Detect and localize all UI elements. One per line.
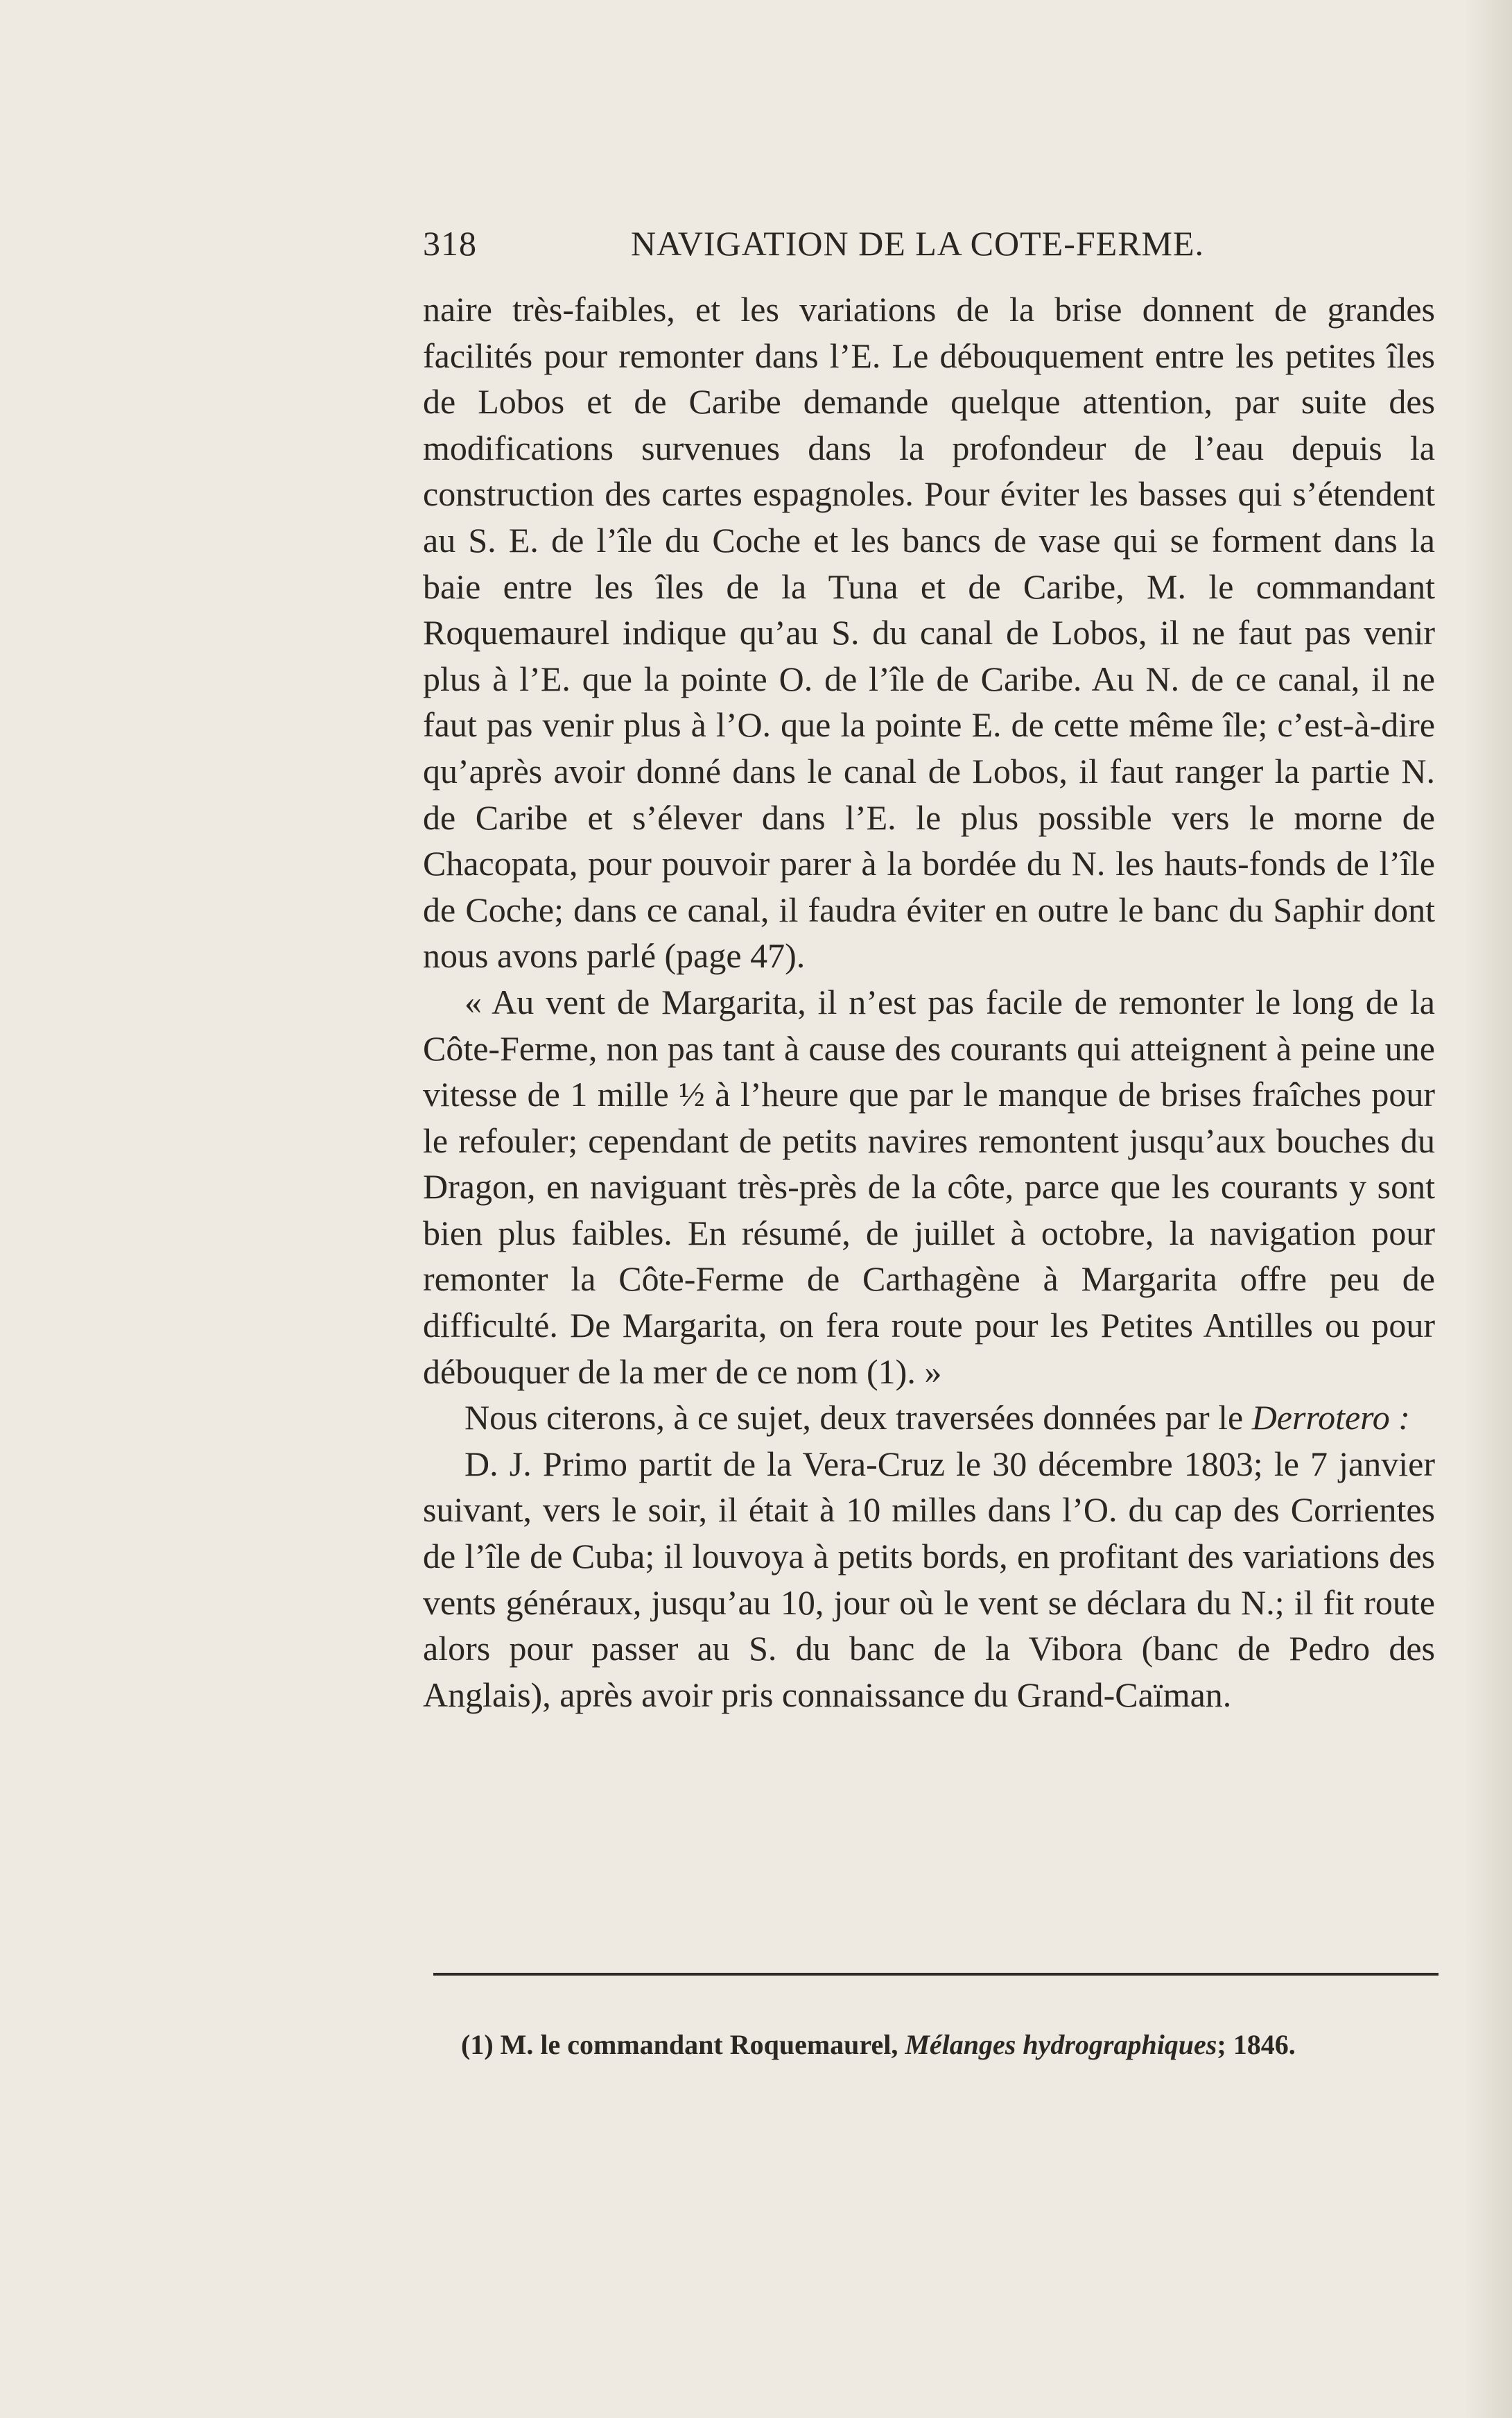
paragraph: naire très-faibles, et les variations de la brise donnent de grandes facilités pour remonter dans l’E. Le débouquement entre les petites îles de Lobos et de Caribe demande quelque attention, par suite des modifications survenues dans la profondeur de l’eau depuis la construction des cartes espagnoles. Pour éviter les basses qui s’étendent au S. E. de l’île du Coche et les bancs de vase qui se forment dans la baie entre les îles de la Tuna et de Caribe, M. le commandant Roquemaurel indique qu’au S. du canal de Lobos, il ne faut pas venir plus à l’E. que la pointe O. de l’île de Caribe. Au N. de ce canal, il ne faut pas venir plus à l’O. que la pointe E. de cette même île; c’est-à-dire qu’après avoir donné dans le canal de Lobos, il faut ranger la partie N. de Caribe et s’élever dans l’E. le plus possible vers le morne de Chacopata, pour pouvoir parer à la bordée du N. les hauts-fonds de l’île de Coche; dans ce canal, il faudra éviter en outre le banc du Saphir dont nous avons parlé (page 47). [423, 290, 1435, 976]
page-number: 318 [423, 224, 477, 263]
paragraph: « Au vent de Margarita, il n’est pas facile de remonter le long de la Côte-Ferme, non pas tant à cause des courants qui atteignent à peine une vitesse de 1 mille ½ à l’heure que par le manque de brises fraîches pour le refouler; cependant de petits navires remontent jusqu’aux bouches du Dragon, en naviguant très-près de la côte, parce que les courants y sont bien plus faibles. En résumé, de juillet à octobre, la navigation pour remonter la Côte-Ferme de Carthagène à Margarita offre peu de difficulté. De Margarita, on fera route pour les Petites Antilles ou pour débouquer de la mer de ce nom (1). » [423, 982, 1435, 1391]
page-edge-shadow [1463, 0, 1512, 2418]
footnote [461, 2028, 1445, 2061]
footnote-rule [433, 1973, 1439, 1976]
footnote-italic: Mélanges hydrographiques [905, 2029, 1217, 2060]
running-head [423, 223, 1442, 272]
paragraph: D. J. Primo partit de la Vera-Cruz le 30 décembre 1803; le 7 janvier suivant, vers le soir, il était à 10 milles dans l’O. du cap des Corrientes de l’île de Cuba; il louvoya à petits bords, en profitant des variations des vents généraux, jusqu’au 10, jour où le vent se déclara du N.; il fit route alors pour passer au S. du banc de la Vibora (banc de Pedro des Anglais), après avoir pris connaissance du Grand-Caïman. [423, 1444, 1435, 1714]
page-title: NAVIGATION DE LA COTE-FERME. [631, 224, 1205, 263]
paragraph-text: Nous citerons, à ce sujet, deux traversées données par le [464, 1398, 1252, 1437]
italic-title: Derrotero : [1251, 1398, 1410, 1437]
footnote-text: (1) M. le commandant Roquemaurel, [461, 2029, 905, 2060]
paragraph [423, 1394, 1435, 1441]
footnote-end: ; 1846. [1217, 2029, 1296, 2060]
body-text [423, 286, 1435, 1718]
